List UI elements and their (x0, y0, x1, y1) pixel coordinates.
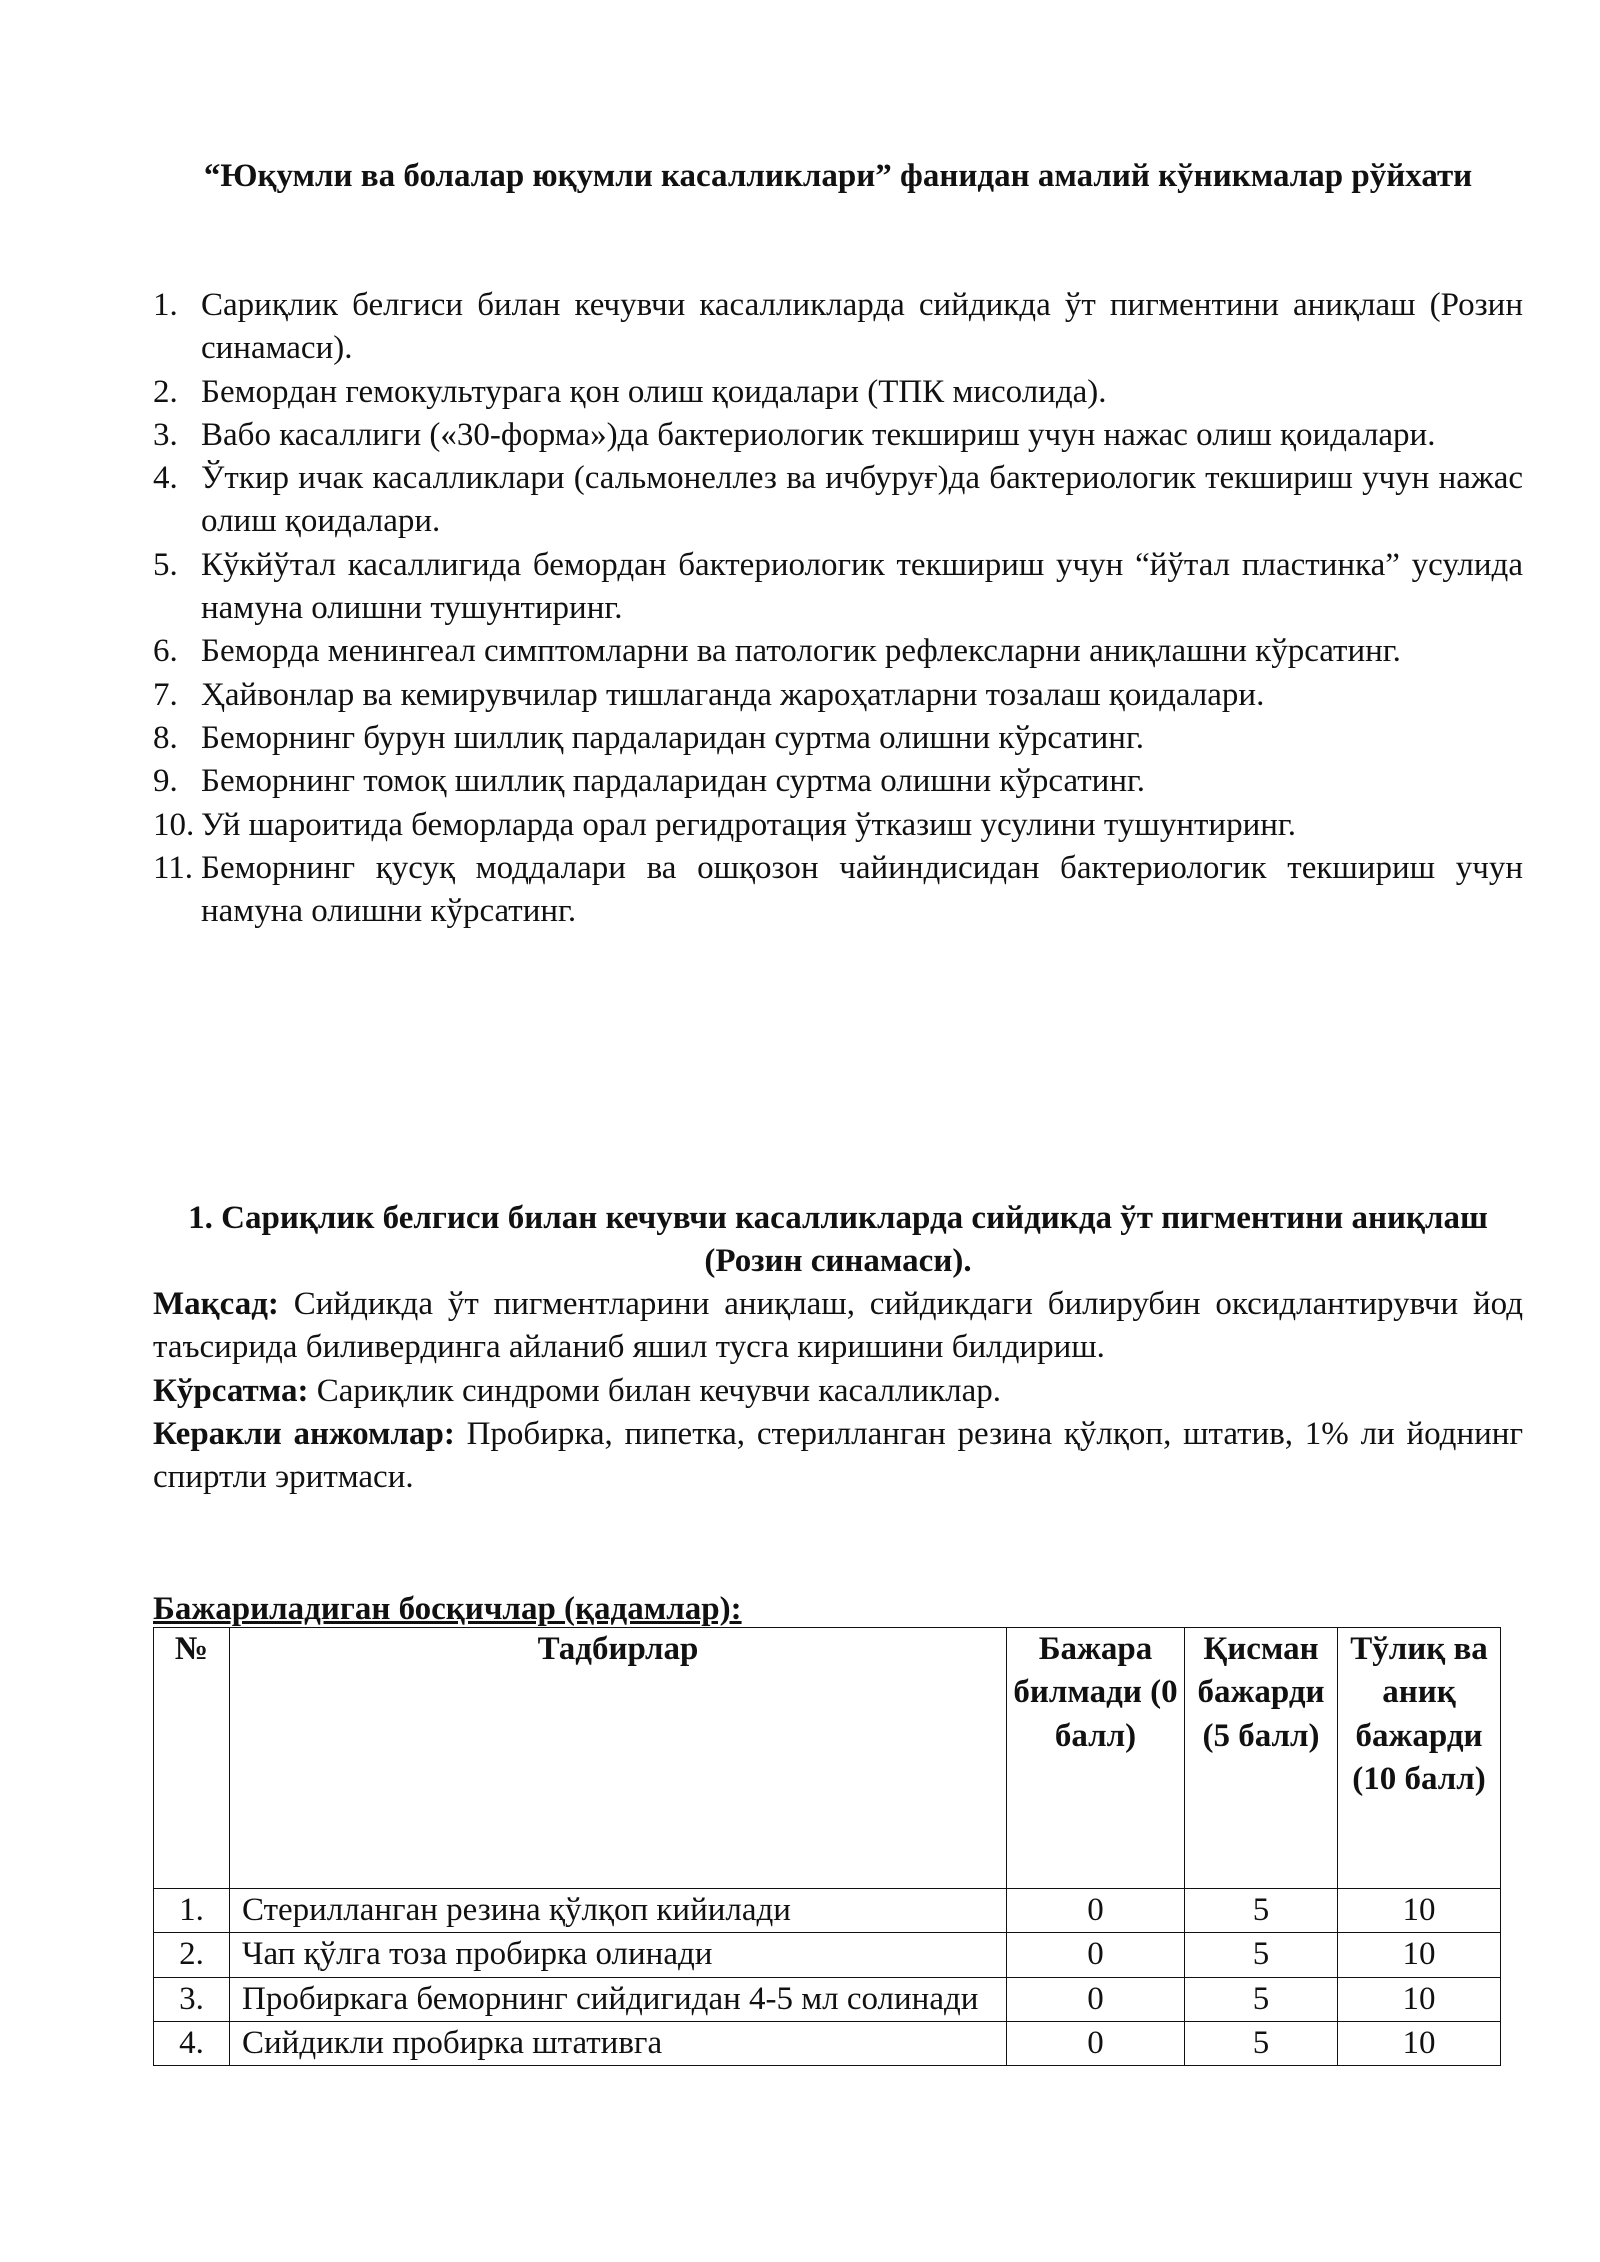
header-score-5: Қисман бажарди (5 балл) (1185, 1628, 1338, 1889)
row-number: 4. (154, 2021, 230, 2065)
header-score-10: Тўлиқ ва аниқ бажарди (10 балл) (1338, 1628, 1501, 1889)
goal-text: Сийдикда ўт пигментларини аниқлаш, сийдикдаги билирубин оксидлантирувчи йод таъсирида биливердинга айланиб яшил тусга киришини билдириш. (153, 1286, 1523, 1366)
section-body (153, 1283, 1523, 1499)
row-score-5: 5 (1185, 1977, 1338, 2021)
list-item-text: Ўткир ичак касалликлари (сальмонеллез ва ичбуруғ)да бактериологик текшириш учун нажас олиш қоидалари. (201, 460, 1523, 540)
skills-list (153, 284, 1523, 933)
list-item-number: 5. (153, 546, 178, 583)
row-number: 2. (154, 1933, 230, 1977)
list-item (153, 630, 1523, 673)
goal-paragraph (153, 1283, 1523, 1370)
indication-text: Сариқлик синдроми билан кечувчи касалликлар. (308, 1372, 1001, 1409)
table-header-row (154, 1628, 1501, 1889)
indication-paragraph (153, 1370, 1523, 1413)
row-score-5: 5 (1185, 1933, 1338, 1977)
list-item-text: Беморнинг томоқ шиллиқ пардаларидан суртма олишни кўрсатинг. (201, 763, 1146, 800)
row-action: Пробиркага беморнинг сийдигидан 4-5 мл солинади (230, 1977, 1007, 2021)
steps-table (153, 1627, 1501, 2066)
list-item (153, 717, 1523, 760)
list-item (153, 847, 1523, 934)
header-score-0: Бажара билмади (0 балл) (1007, 1628, 1185, 1889)
list-item-text: Беморнинг бурун шиллиқ пардаларидан суртма олишни кўрсатинг. (201, 719, 1145, 756)
table-row (154, 1933, 1501, 1977)
row-action: Стерилланган резина қўлқоп кийилади (230, 1889, 1007, 1933)
header-number: № (154, 1628, 230, 1889)
list-item-number: 3. (153, 416, 178, 453)
table-row (154, 1889, 1501, 1933)
goal-label: Мақсад: (153, 1286, 279, 1322)
tools-paragraph (153, 1413, 1523, 1500)
table-row (154, 1977, 1501, 2021)
list-item-text: Ҳайвонлар ва кемирувчилар тишлаганда жароҳатларни тозалаш қоидалари. (201, 676, 1265, 713)
row-score-10: 10 (1338, 1933, 1501, 1977)
row-action: Сийдикли пробирка штативга (230, 2021, 1007, 2065)
list-item-text: Сариқлик белгиси билан кечувчи касалликларда сийдикда ўт пигментини аниқлаш (Розин синамаси). (201, 287, 1523, 367)
list-item-number: 6. (153, 633, 178, 670)
list-item (153, 804, 1523, 847)
section-title: 1. Сариқлик белгиси билан кечувчи касалликларда сийдикда ўт пигментини аниқлаш (Розин синамаси). (188, 1200, 1488, 1280)
list-item-text: Вабо касаллиги («30-форма»)да бактериологик текшириш учун нажас олиш қоидалари. (201, 416, 1436, 453)
list-item (153, 544, 1523, 631)
list-item-text: Кўкйўтал касаллигида бемордан бактериологик текшириш учун “йўтал пластинка” усулида намуна олишни тушунтиринг. (201, 546, 1523, 627)
list-item (153, 284, 1523, 371)
list-item (153, 674, 1523, 717)
steps-heading: Бажариладиган босқичлар (қадамлар): (153, 1591, 742, 1627)
document-title: “Юқумли ва болалар юқумли касалликлари” фанидан амалий кўникмалар рўйхати (203, 158, 1473, 194)
row-score-0: 0 (1007, 1977, 1185, 2021)
header-action: Тадбирлар (230, 1628, 1007, 1889)
row-score-10: 10 (1338, 2021, 1501, 2065)
table-row (154, 2021, 1501, 2065)
row-score-5: 5 (1185, 1889, 1338, 1933)
row-score-5: 5 (1185, 2021, 1338, 2065)
list-item-number: 7. (153, 676, 178, 713)
row-score-10: 10 (1338, 1889, 1501, 1933)
row-score-0: 0 (1007, 2021, 1185, 2065)
list-item-text: Беморнинг қусуқ моддалари ва ошқозон чайиндисидан бактериологик текшириш учун намуна олишни кўрсатинг. (201, 849, 1523, 930)
list-item-text: Бемордан гемокультурага қон олиш қоидалари (ТПК мисолида). (201, 373, 1107, 410)
list-item (153, 760, 1523, 803)
row-action: Чап қўлга тоза пробирка олинади (230, 1933, 1007, 1977)
row-score-0: 0 (1007, 1889, 1185, 1933)
list-item-text: Беморда менингеал симптомларни ва патологик рефлексларни аниқлашни кўрсатинг. (201, 633, 1401, 670)
row-score-0: 0 (1007, 1933, 1185, 1977)
tools-text: Пробирка, пипетка, стерилланган резина қўлқоп, штатив, 1% ли йоднинг спиртли эритмаси. (153, 1415, 1523, 1496)
row-number: 3. (154, 1977, 230, 2021)
tools-label: Керакли анжомлар: (153, 1415, 455, 1452)
row-number: 1. (154, 1889, 230, 1933)
list-item-number: 11. (153, 849, 194, 886)
list-item-number: 2. (153, 373, 178, 410)
indication-label: Кўрсатма: (153, 1372, 309, 1409)
row-score-10: 10 (1338, 1977, 1501, 2021)
list-item-number: 9. (153, 763, 178, 800)
list-item-number: 4. (153, 460, 178, 497)
list-item (153, 414, 1523, 457)
list-item (153, 457, 1523, 544)
list-item-number: 8. (153, 719, 178, 756)
list-item-number: 1. (153, 287, 178, 323)
list-item (153, 371, 1523, 414)
list-item-number: 10. (153, 806, 195, 843)
list-item-text: Уй шароитида беморларда орал регидротация ўтказиш усулини тушунтиринг. (201, 806, 1296, 843)
